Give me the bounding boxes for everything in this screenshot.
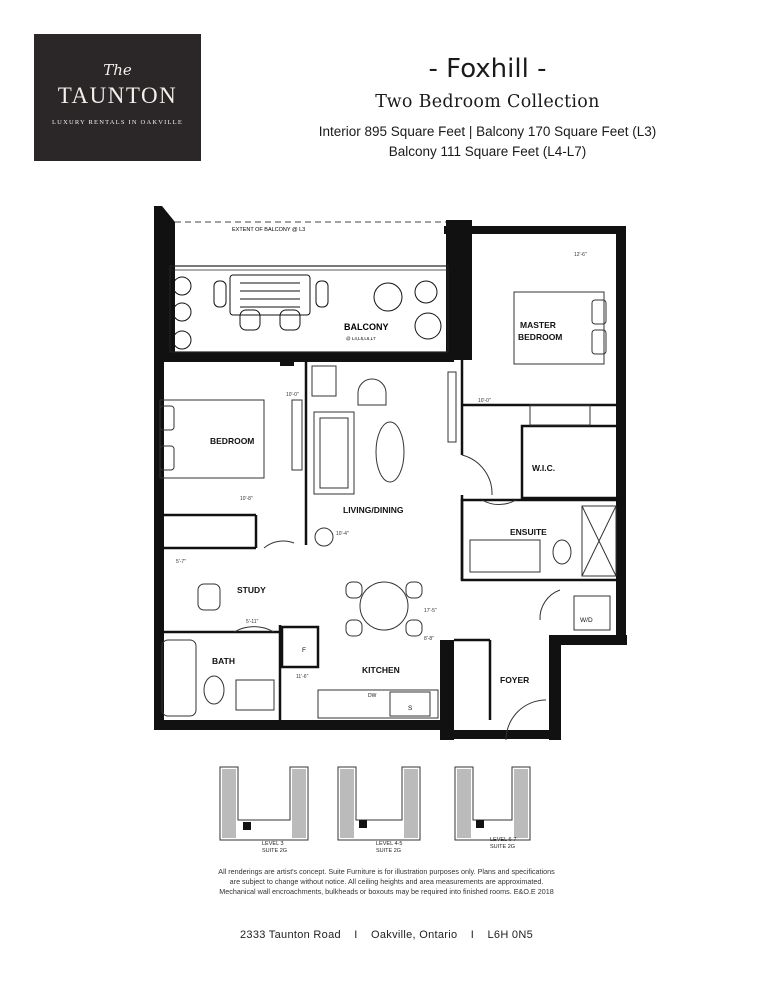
balcony-extent-label: EXTENT OF BALCONY @ L3 <box>232 227 306 233</box>
logo-name: TAUNTON <box>57 83 178 108</box>
keyplan-2-line1: LEVEL 4-5 <box>376 841 403 847</box>
dim-dining-b: 8'-8" <box>424 636 434 642</box>
dim-master-w: 12'-6" <box>574 252 587 258</box>
ensuite-label: ENSUITE <box>510 527 547 537</box>
dishwasher-label: DW <box>368 693 377 699</box>
keyplan-2-line2: SUITE 2G <box>376 848 402 854</box>
key-plan-level-4-5 <box>338 767 420 840</box>
key-plan-level-6-7 <box>455 767 530 840</box>
dim-dining-a: 17'-5" <box>424 608 437 614</box>
wic-label: W.I.C. <box>532 463 556 473</box>
foyer-label: FOYER <box>500 675 530 685</box>
area-line-2: Balcony 111 Square Feet (L4-L7) <box>388 144 587 159</box>
stove-label: S <box>408 705 413 712</box>
dim-living-w: 10'-4" <box>336 531 349 537</box>
keyplan-3-line2: SUITE 2G <box>490 844 516 850</box>
address-separator: I <box>354 929 358 941</box>
disclaimer-line-1: All renderings are artist's concept. Suite Furniture is for illustration purposes only. Plans and specifications <box>218 867 555 876</box>
disclaimer-line-2: are subject to change without notice. All ceiling heights and area measurements are approximated. <box>229 877 544 887</box>
wd-label: W/D <box>580 617 593 624</box>
suite-title: - Foxhill - <box>428 54 547 84</box>
address <box>0 929 773 941</box>
address-city: Oakville, Ontario <box>371 929 458 941</box>
keyplan-1-line1: LEVEL 3 <box>262 841 284 847</box>
master-bedroom-label-2: BEDROOM <box>518 332 563 342</box>
bath-label: BATH <box>212 656 235 666</box>
disclaimer <box>170 867 603 898</box>
bedroom-label: BEDROOM <box>210 436 255 446</box>
keyplan-1-line2: SUITE 2G <box>262 848 288 854</box>
dim-bed-h: 10'-0" <box>286 392 299 398</box>
address-postal: L6H 0N5 <box>487 929 534 941</box>
logo-the: The <box>103 61 132 79</box>
master-bedroom-label-1: MASTER <box>520 320 556 330</box>
balcony-label: BALCONY <box>344 322 389 332</box>
dim-bed-w: 10'-8" <box>240 496 253 502</box>
dim-study-w: 5'-11" <box>246 619 259 625</box>
living-dining-label: LIVING/DINING <box>343 505 404 515</box>
study-label: STUDY <box>237 585 266 595</box>
address-street: 2333 Taunton Road <box>239 929 341 941</box>
disclaimer-line-3: Mechanical wall encroachments, bulkheads or boxouts may be required into finished rooms. E&O.E 2018 <box>219 887 554 897</box>
balcony-levels-label: @ L4,L5,L6,L7 <box>346 336 376 341</box>
area-line-1: Interior 895 Square Feet | Balcony 170 Square Feet (L3) <box>318 124 657 139</box>
kitchen-label: KITCHEN <box>362 665 400 675</box>
address-separator: I <box>470 929 475 941</box>
dim-kitchen-w: 11'-6" <box>296 674 309 680</box>
collection-name: Two Bedroom Collection <box>375 92 600 112</box>
logo-tagline: LUXURY RENTALS IN OAKVILLE <box>52 119 183 126</box>
keyplan-3-line1: LEVEL 6-7 <box>490 837 517 843</box>
fridge-label: F <box>302 647 306 654</box>
dim-study-h: 5'-7" <box>176 559 186 565</box>
key-plan-level-3 <box>220 767 308 840</box>
dim-master-h: 10'-0" <box>478 398 491 404</box>
